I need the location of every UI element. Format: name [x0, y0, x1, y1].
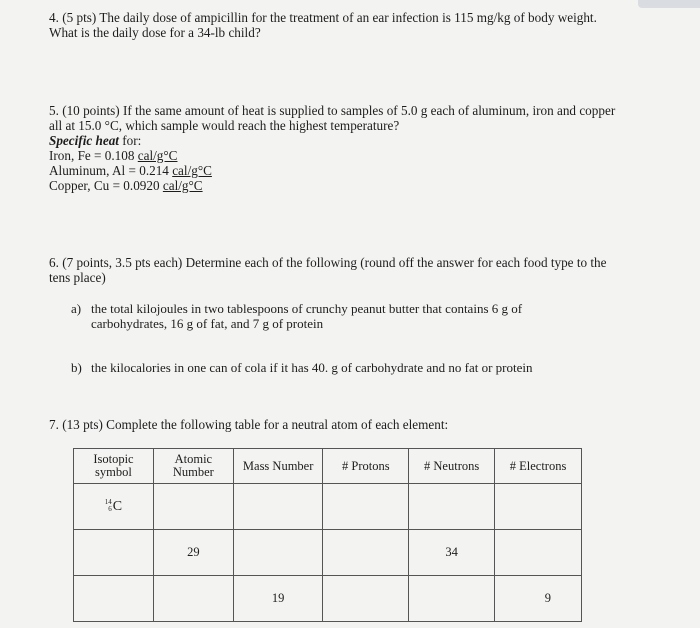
table-row: [74, 484, 582, 530]
table-row: [74, 576, 582, 622]
cell-empty[interactable]: [323, 530, 409, 576]
question-6-text: Determine each of the following (round off the answer for each food type to the tens place): [49, 255, 607, 285]
corner-tab: [638, 0, 700, 8]
cell-empty[interactable]: [323, 576, 409, 622]
header-isotopic-symbol: Isotopic symbol: [74, 449, 154, 484]
cell-empty[interactable]: [495, 530, 582, 576]
cell-empty[interactable]: [74, 530, 154, 576]
cell-empty[interactable]: [323, 484, 409, 530]
question-6b-label: b): [71, 360, 82, 375]
cell-neutrons[interactable]: 34: [409, 530, 495, 576]
question-5-label: 5. (10 points): [49, 103, 120, 118]
question-7-label: 7. (13 pts): [49, 417, 103, 432]
cell-empty[interactable]: [495, 484, 582, 530]
header-protons: # Protons: [323, 449, 409, 484]
element-table: [73, 448, 582, 622]
question-6a: [71, 301, 571, 331]
cell-electrons[interactable]: 9: [495, 576, 582, 622]
question-5: [49, 103, 619, 193]
cell-empty[interactable]: [233, 484, 323, 530]
question-4: [49, 10, 609, 40]
question-4-text: The daily dose of ampicillin for the treatment of an ear infection is 115 mg/kg of body weight. What is the daily dose for a 34-lb child?: [49, 10, 597, 40]
question-7-text: Complete the following table for a neutral atom of each element:: [106, 417, 449, 432]
cell-empty[interactable]: [409, 576, 495, 622]
cell-mass-number[interactable]: 19: [233, 576, 323, 622]
metal-copper: Copper, Cu = 0.0920 cal/g°C: [49, 178, 203, 193]
question-6-label: 6. (7 points, 3.5 pts each): [49, 255, 183, 270]
cell-empty[interactable]: [74, 576, 154, 622]
cell-empty[interactable]: [153, 576, 233, 622]
metal-iron: Iron, Fe = 0.108 cal/g°C: [49, 148, 178, 163]
metal-aluminum: Aluminum, Al = 0.214 cal/g°C: [49, 163, 212, 178]
cell-isotope-symbol[interactable]: 14 6 C: [74, 484, 154, 530]
table-row: [74, 530, 582, 576]
question-6: [49, 255, 609, 285]
question-6a-text: the total kilojoules in two tablespoons of crunchy peanut butter that contains 6 g of: [91, 301, 523, 316]
cell-empty[interactable]: [233, 530, 323, 576]
specific-heat-suffix: for:: [122, 133, 142, 148]
question-4-label: 4. (5 pts): [49, 10, 97, 25]
question-6b-text: the kilocalories in one can of cola if it has 40. g of carbohydrate and no fat or protein: [91, 360, 533, 375]
header-neutrons: # Neutrons: [409, 449, 495, 484]
specific-heat-label: Specific heat: [49, 133, 119, 148]
question-5-text: If the same amount of heat is supplied to samples of 5.0 g each of aluminum, iron and copper all at 15.0 °C, which sample would reach the highest temperature?: [49, 103, 616, 133]
header-atomic-number: Atomic Number: [153, 449, 233, 484]
cell-empty[interactable]: [153, 484, 233, 530]
header-electrons: # Electrons: [495, 449, 582, 484]
cell-atomic-number[interactable]: 29: [153, 530, 233, 576]
question-6b: [71, 360, 591, 375]
header-mass-number: Mass Number: [233, 449, 323, 484]
cell-empty[interactable]: [409, 484, 495, 530]
question-6a-text-2: carbohydrates, 16 g of fat, and 7 g of protein: [91, 316, 324, 331]
table-header-row: [74, 449, 582, 484]
question-7: [49, 417, 609, 432]
question-6a-label: a): [71, 301, 82, 316]
